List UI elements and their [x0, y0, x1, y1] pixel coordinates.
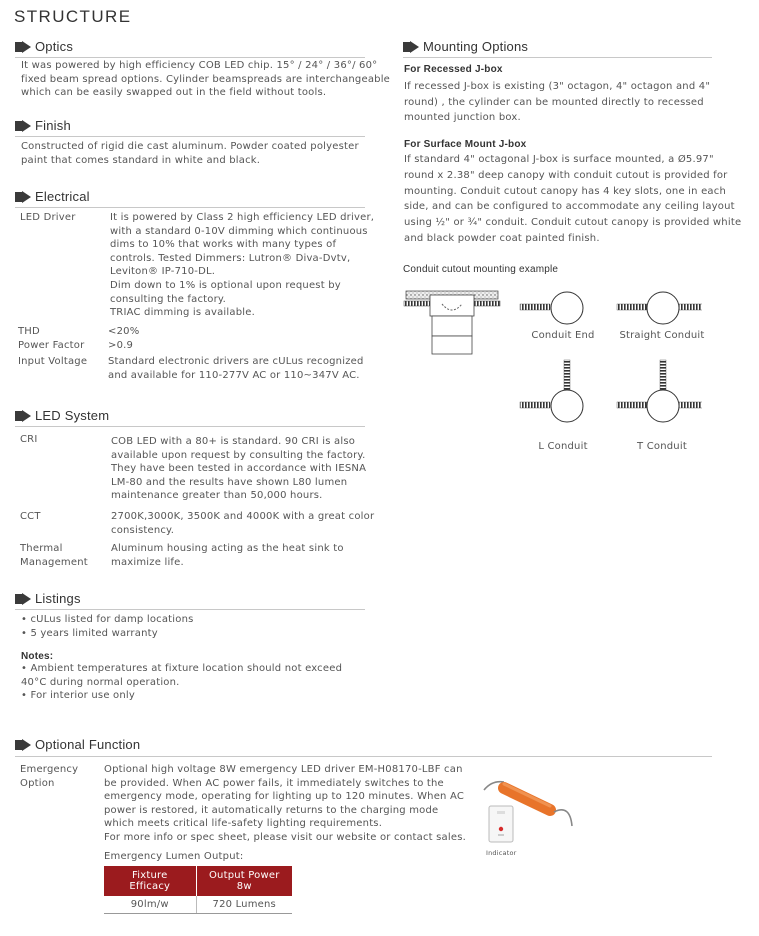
arrow-icon [15, 593, 31, 605]
arrow-icon [15, 410, 31, 422]
section-title: Electrical [35, 189, 90, 204]
text-line: For more info or spec sheet, please visit our website or contact sales. [104, 831, 467, 843]
divider [15, 426, 365, 427]
text-line: consulting the factory. [110, 293, 227, 305]
section-title: Mounting Options [423, 39, 529, 54]
notes-label: Notes: [21, 651, 54, 662]
section-title: LED System [35, 408, 110, 423]
text-line: Aluminum housing acting as the heat sink to [111, 543, 344, 554]
spec-label [20, 542, 88, 569]
side-view-icon [404, 291, 500, 354]
optional-text [104, 763, 466, 845]
listings-heading [15, 591, 81, 606]
text-line: Leviton® IP-710-DL. [110, 266, 216, 278]
finish-text [21, 140, 359, 167]
table-header: Fixture Efficacy [104, 866, 196, 896]
text-line: It is powered by Class 2 high efficiency LED driver, [110, 212, 375, 223]
spec-value [111, 542, 344, 569]
t-conduit-icon [617, 360, 702, 422]
page-title: STRUCTURE [14, 7, 132, 26]
spec-label [20, 763, 78, 790]
text-line: maximize life. [111, 556, 184, 568]
arrow-icon [15, 41, 31, 53]
finish-heading [15, 118, 71, 133]
notes-list [21, 662, 342, 703]
text-line: maintenance greater than 50,000 hours. [111, 490, 323, 502]
text-line: Thermal [20, 543, 63, 554]
straight-conduit-label: Straight Conduit [619, 330, 705, 341]
spec-label: LED Driver [20, 212, 76, 223]
arrow-icon [403, 41, 419, 53]
text-line: fixed beam spread options. Cylinder beamspreads are interchangeable [21, 73, 391, 85]
text-line: Emergency [20, 764, 79, 775]
text-line: mounting. Conduit cutout canopy has 4 key slots, one in each [404, 185, 726, 197]
text-line: emergency mode, operating for lighting up to 120 minutes. When AC [104, 791, 465, 803]
l-conduit-label: L Conduit [538, 441, 588, 452]
arrow-icon [15, 191, 31, 203]
divider [15, 609, 365, 610]
optics-text [21, 59, 390, 100]
spec-value [110, 211, 374, 320]
spec-value [108, 355, 364, 382]
lumen-table [104, 866, 292, 914]
text-line: LM-80 and the results have shown L80 lumen [111, 476, 348, 488]
text-line: Dim down to 1% is optional upon request by [110, 279, 341, 291]
section-title: Listings [35, 591, 81, 606]
divider [15, 57, 365, 58]
text-line: If recessed J-box is existing (3" octagon, 4" octagon and 4" [404, 81, 711, 92]
text-line: It was powered by high efficiency COB LED chip. 15° / 24° / 36°/ 60° [21, 60, 378, 71]
example-title: Conduit cutout mounting example [403, 264, 559, 275]
table-cell: 720 Lumens [196, 896, 292, 914]
text-line: which meets critical life-safety lighting requirements. [104, 818, 383, 830]
led-system-heading [15, 408, 109, 423]
conduit-diagram [402, 286, 702, 461]
text-line: paint that comes standard in white and black. [21, 154, 261, 166]
text-line: dims to 10% that works with many types of [110, 239, 337, 251]
spec-value: >0.9 [108, 340, 134, 351]
surface-text [404, 152, 741, 247]
t-conduit-label: T Conduit [637, 441, 687, 452]
table-cell: 90lm/w [104, 896, 196, 914]
text-line: which can be easily swapped out in the field without tools. [21, 87, 327, 99]
listing-items [21, 613, 194, 640]
arrow-icon [15, 739, 31, 751]
spec-value [111, 435, 366, 503]
divider [15, 136, 365, 137]
spec-label: THD [18, 326, 40, 337]
optional-heading [15, 737, 140, 752]
l-conduit-icon [520, 360, 583, 422]
text-line: be provided. When AC power fails, it immediately switches to the [104, 777, 444, 789]
text-line: Management [20, 556, 88, 568]
conduit-end-label: Conduit End [531, 330, 595, 341]
list-item: 40°C during normal operation. [21, 676, 180, 688]
text-line: If standard 4" octagonal J-box is surface mounted, a Ø5.97" [404, 154, 714, 165]
text-line: controls. Tested Dimmers: Lutron® Diva-Dvtv, [110, 252, 351, 264]
electrical-heading [15, 189, 90, 204]
table-header-row [104, 866, 292, 896]
list-item: • Ambient temperatures at fixture location should not exceed [21, 663, 343, 674]
spec-value [111, 510, 374, 537]
text-line: with a standard 0-10V dimming which continuous [110, 225, 368, 237]
text-line: TRIAC dimming is available. [110, 307, 255, 319]
divider [15, 207, 365, 208]
text-line: power is restored, it automatically returns to the charging mode [104, 804, 439, 816]
table-row [104, 896, 292, 914]
table-header: Output Power 8w [196, 866, 292, 896]
text-line: They have been tested in accordance with IESNA [111, 463, 367, 475]
spec-label: Input Voltage [18, 356, 88, 367]
mounting-heading [403, 39, 528, 54]
indicator-label: Indicator [486, 849, 517, 857]
text-line: available upon request by consulting the factory. [111, 449, 366, 461]
text-line: Optional high voltage 8W emergency LED driver EM-H08170-LBF can [104, 764, 463, 775]
text-line: using ½" or ¾" conduit. Conduit cutout canopy is provided white [404, 217, 742, 229]
text-line: round x 2.38" deep canopy with conduit cutout is provided for [404, 169, 728, 181]
section-title: Optional Function [35, 737, 141, 752]
text-line: consistency. [111, 524, 175, 536]
conduit-end-icon [520, 292, 583, 324]
text-line: Constructed of rigid die cast aluminum. Powder coated polyester [21, 141, 359, 152]
divider [15, 756, 712, 757]
text-line: Standard electronic drivers are cULus recognized [108, 356, 364, 367]
text-line: 2700K,3000K, 3500K and 4000K with a great color [111, 511, 375, 522]
optics-heading [15, 39, 73, 54]
spec-value: <20% [108, 326, 140, 337]
arrow-icon [15, 120, 31, 132]
lumen-title: Emergency Lumen Output: [104, 851, 244, 862]
section-title: Finish [35, 118, 71, 133]
recessed-title: For Recessed J-box [404, 64, 503, 75]
list-item: • For interior use only [21, 690, 135, 702]
list-item: • cULus listed for damp locations [21, 614, 194, 625]
section-title: Optics [35, 39, 74, 54]
straight-conduit-icon [617, 292, 702, 324]
divider [403, 57, 712, 58]
text-line: COB LED with a 80+ is standard. 90 CRI is also [111, 436, 356, 447]
spec-label: CRI [20, 434, 38, 445]
spec-label: CCT [20, 511, 41, 522]
text-line: round) , the cylinder can be mounted directly to recessed [404, 96, 704, 108]
text-line: and black powder coat painted finish. [404, 232, 600, 244]
text-line: and available for 110-277V AC or 110~347V AC. [108, 369, 360, 381]
surface-title: For Surface Mount J-box [404, 139, 527, 150]
list-item: • 5 years limited warranty [21, 627, 158, 639]
text-line: mounted junction box. [404, 112, 521, 123]
recessed-text [404, 79, 710, 126]
text-line: Option [20, 777, 55, 789]
indicator-icon [488, 805, 514, 843]
text-line: side, and can be configured to accommodate any ceiling layout [404, 201, 735, 213]
spec-label: Power Factor [18, 340, 85, 351]
